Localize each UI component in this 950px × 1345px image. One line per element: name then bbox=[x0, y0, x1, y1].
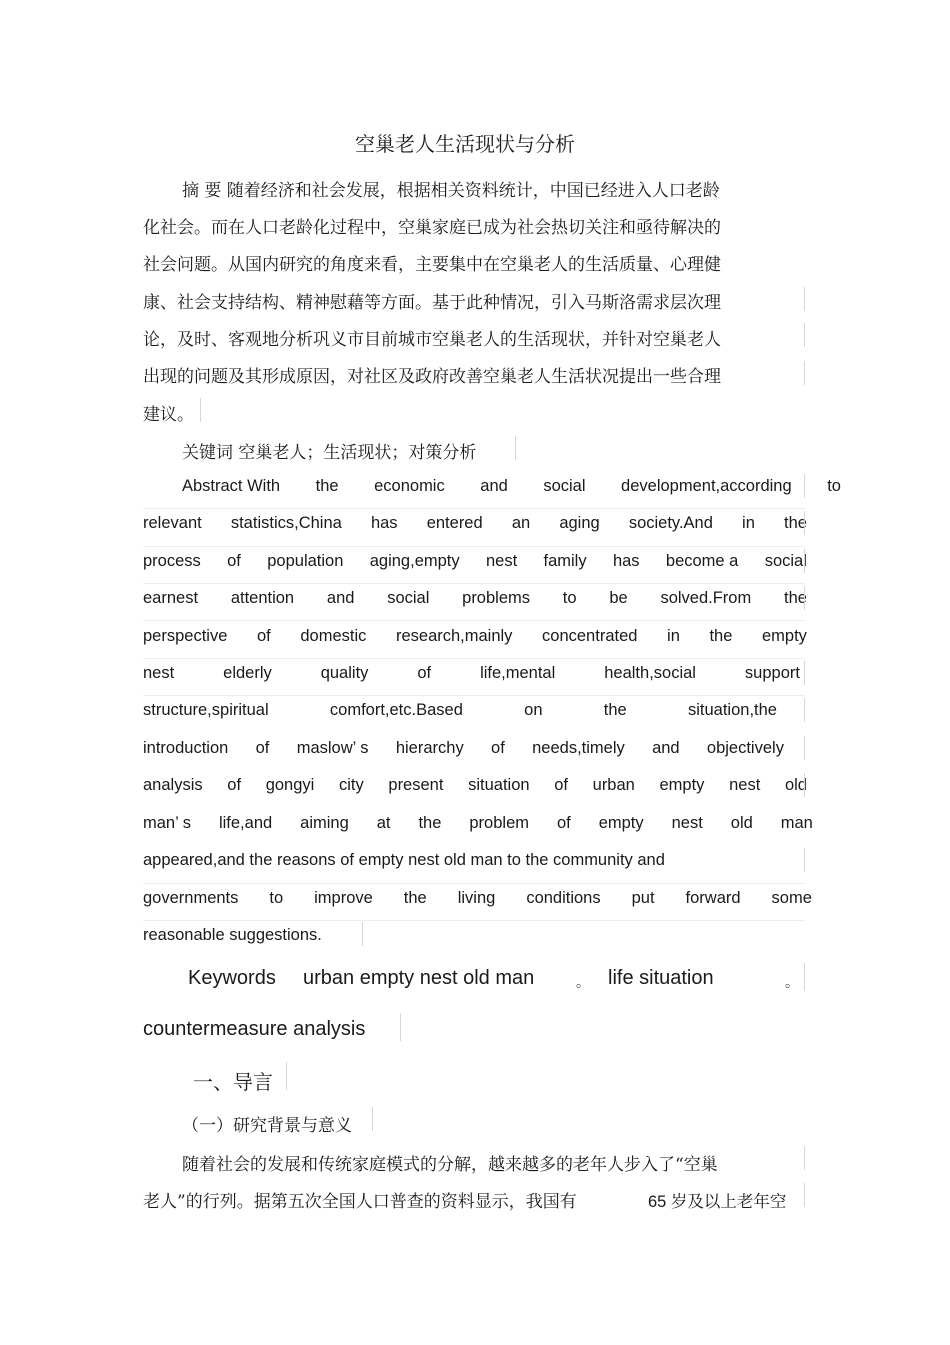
abstract-en-word: of bbox=[491, 739, 505, 757]
abstract-en-word: of bbox=[554, 776, 568, 794]
abstract-en-word: of bbox=[255, 739, 270, 757]
abstract-en-word: old bbox=[784, 776, 807, 794]
keyword-en-3: countermeasure analysis bbox=[143, 1018, 366, 1040]
abstract-en-word: Abstract With bbox=[182, 477, 281, 495]
abstract-en-word: and bbox=[480, 477, 508, 495]
abstract-en-word: health,social bbox=[604, 664, 696, 682]
abstract-en-word: social bbox=[543, 477, 586, 495]
margin-mark bbox=[200, 398, 201, 422]
abstract-en-word: improve bbox=[314, 889, 373, 907]
abstract-en-word: attention bbox=[230, 589, 295, 607]
abstract-en-word: the bbox=[403, 889, 427, 907]
abstract-cn-line-7: 建议。 bbox=[143, 405, 194, 425]
abstract-en-word: empty bbox=[598, 814, 644, 832]
abstract-en-word: analysis bbox=[143, 776, 203, 794]
keywords-cn: 关键词 空巢老人；生活现状；对策分析 bbox=[182, 443, 477, 463]
abstract-en-word: aging bbox=[559, 514, 600, 532]
abstract-en-word: elderly bbox=[223, 664, 272, 682]
guide-line bbox=[143, 546, 805, 547]
abstract-en-word: to bbox=[269, 889, 284, 907]
abstract-en-word: become a bbox=[665, 552, 739, 570]
abstract-en-word: urban bbox=[592, 776, 635, 794]
keywords-en-label: Keywords bbox=[188, 967, 276, 989]
abstract-en-word: to bbox=[827, 477, 841, 495]
abstract-en-word: has bbox=[370, 514, 398, 532]
abstract-en-word: present bbox=[388, 776, 444, 794]
abstract-en-word: some bbox=[771, 889, 812, 907]
abstract-en-word: of bbox=[417, 664, 432, 682]
abstract-en-line-4 bbox=[143, 589, 807, 608]
margin-mark bbox=[804, 1183, 805, 1207]
abstract-en-word: the bbox=[315, 477, 339, 495]
abstract-en-line-10 bbox=[143, 814, 813, 833]
abstract-en-word: nest bbox=[729, 776, 761, 794]
section-heading-intro: 一、导言 bbox=[193, 1070, 273, 1094]
abstract-en-word: nest bbox=[143, 664, 175, 682]
abstract-cn-line-5: 论，及时、客观地分析巩义市目前城市空巢老人的生活现状，并针对空巢老人 bbox=[143, 330, 721, 350]
abstract-en-word: old bbox=[730, 814, 753, 832]
abstract-cn-line-3: 社会问题。从国内研究的角度来看，主要集中在空巢老人的生活质量、心理健 bbox=[143, 255, 721, 275]
keyword-separator-1: 。 bbox=[576, 975, 590, 991]
abstract-en-word: perspective bbox=[143, 627, 228, 645]
abstract-en-word: man’ s bbox=[143, 814, 191, 832]
margin-mark bbox=[515, 436, 516, 460]
abstract-en-word: of bbox=[256, 627, 271, 645]
abstract-en-word: nest bbox=[485, 552, 518, 570]
margin-mark bbox=[804, 287, 805, 311]
abstract-en-word: the bbox=[783, 589, 807, 607]
abstract-en-word: support bbox=[744, 664, 800, 682]
abstract-en-word: population bbox=[267, 552, 344, 570]
abstract-en-word: aging,empty bbox=[369, 552, 460, 570]
abstract-en-word: appeared,and the reasons of empty nest old man to the community and bbox=[143, 851, 665, 869]
abstract-en-word: reasonable suggestions. bbox=[143, 926, 322, 944]
abstract-en-word: of bbox=[227, 552, 241, 570]
abstract-en-word: forward bbox=[685, 889, 741, 907]
abstract-en-word: society.And bbox=[628, 514, 713, 532]
abstract-en-word: empty bbox=[659, 776, 705, 794]
margin-mark bbox=[804, 661, 805, 685]
abstract-en-word: life,and bbox=[218, 814, 273, 832]
abstract-en-line-13 bbox=[143, 926, 322, 945]
abstract-en-line-8 bbox=[143, 739, 784, 758]
abstract-en-word: gongyi bbox=[265, 776, 315, 794]
abstract-en-word: has bbox=[612, 552, 640, 570]
margin-mark bbox=[400, 1013, 401, 1041]
abstract-en-word: process bbox=[143, 552, 201, 570]
abstract-en-word: an bbox=[511, 514, 531, 532]
abstract-en-line-1 bbox=[182, 477, 841, 496]
abstract-cn-line-6: 出现的问题及其形成原因，对社区及政府改善空巢老人生活状况提出一些合理 bbox=[143, 367, 721, 387]
body-line-2a: 老人”的行列。据第五次全国人口普查的资料显示，我国有 bbox=[143, 1192, 577, 1212]
abstract-en-word: maslow’ s bbox=[296, 739, 369, 757]
keyword-en-1: urban empty nest old man bbox=[303, 967, 535, 989]
abstract-en-word: in bbox=[742, 514, 755, 532]
page-title: 空巢老人生活现状与分析 bbox=[355, 132, 575, 156]
abstract-en-word: to bbox=[562, 589, 577, 607]
margin-mark bbox=[804, 736, 805, 760]
guide-line bbox=[143, 508, 805, 509]
abstract-en-line-9 bbox=[143, 776, 807, 795]
abstract-en-word: problem bbox=[469, 814, 529, 832]
subsection-heading-background: （一）研究背景与意义 bbox=[182, 1116, 352, 1136]
abstract-en-word: and bbox=[326, 589, 355, 607]
abstract-en-line-2 bbox=[143, 514, 807, 533]
abstract-en-word: problems bbox=[462, 589, 531, 607]
guide-line bbox=[143, 620, 805, 621]
margin-mark bbox=[804, 549, 805, 573]
abstract-en-word: living bbox=[457, 889, 496, 907]
body-line-1: 随着社会的发展和传统家庭模式的分解，越来越多的老年人步入了“空巢 bbox=[182, 1155, 718, 1175]
abstract-en-word: situation bbox=[468, 776, 530, 794]
abstract-en-word: conditions bbox=[526, 889, 601, 907]
abstract-en-word: social bbox=[764, 552, 807, 570]
margin-mark bbox=[804, 586, 805, 610]
abstract-en-word: man bbox=[780, 814, 813, 832]
abstract-en-word: of bbox=[227, 776, 242, 794]
margin-mark bbox=[286, 1062, 287, 1090]
abstract-en-line-3 bbox=[143, 552, 807, 571]
abstract-en-word: quality bbox=[320, 664, 369, 682]
keyword-separator-2: 。 bbox=[785, 975, 799, 991]
abstract-en-word: comfort,etc.Based bbox=[329, 701, 463, 719]
abstract-en-word: development,according bbox=[621, 477, 792, 495]
guide-line bbox=[143, 920, 805, 921]
abstract-en-word: of bbox=[556, 814, 571, 832]
abstract-en-word: earnest bbox=[143, 589, 199, 607]
abstract-en-word: the bbox=[418, 814, 442, 832]
abstract-en-word: city bbox=[338, 776, 364, 794]
abstract-en-word: hierarchy bbox=[395, 739, 464, 757]
abstract-en-word: economic bbox=[374, 477, 445, 495]
abstract-en-word: put bbox=[631, 889, 655, 907]
margin-mark bbox=[804, 323, 805, 347]
abstract-en-word: governments bbox=[143, 889, 239, 907]
abstract-en-line-5 bbox=[143, 627, 807, 646]
guide-line bbox=[143, 658, 805, 659]
abstract-en-word: aiming bbox=[300, 814, 349, 832]
margin-mark bbox=[804, 1146, 805, 1170]
body-line-2b: 65 岁及以上老年空 bbox=[648, 1193, 787, 1211]
abstract-en-word: at bbox=[376, 814, 391, 832]
margin-mark bbox=[804, 963, 805, 991]
abstract-en-word: life,mental bbox=[480, 664, 556, 682]
margin-mark bbox=[804, 511, 805, 535]
abstract-en-word: the bbox=[603, 701, 627, 719]
abstract-en-word: entered bbox=[426, 514, 483, 532]
abstract-en-word: needs,timely bbox=[532, 739, 625, 757]
abstract-en-word: empty bbox=[762, 627, 807, 645]
abstract-en-word: in bbox=[667, 627, 680, 645]
abstract-en-word: objectively bbox=[706, 739, 784, 757]
guide-line bbox=[143, 583, 805, 584]
abstract-en-word: and bbox=[652, 739, 680, 757]
abstract-cn-line-1: 摘 要 随着经济和社会发展，根据相关资料统计，中国已经进入人口老龄 bbox=[182, 181, 720, 201]
abstract-en-word: be bbox=[609, 589, 628, 607]
abstract-en-word: family bbox=[543, 552, 587, 570]
abstract-en-line-11 bbox=[143, 851, 665, 870]
abstract-en-word: social bbox=[387, 589, 430, 607]
abstract-cn-line-2: 化社会。而在人口老龄化过程中，空巢家庭已成为社会热切关注和亟待解决的 bbox=[143, 218, 721, 238]
margin-mark bbox=[804, 848, 805, 872]
abstract-en-word: the bbox=[784, 514, 807, 532]
abstract-en-word: relevant bbox=[143, 514, 202, 532]
abstract-en-word: the bbox=[709, 627, 733, 645]
abstract-en-word: concentrated bbox=[542, 627, 638, 645]
guide-line bbox=[143, 883, 805, 884]
guide-line bbox=[143, 695, 805, 696]
keyword-en-2: life situation bbox=[608, 967, 714, 989]
abstract-en-word: structure,spiritual bbox=[143, 701, 269, 719]
margin-mark bbox=[362, 922, 363, 946]
abstract-en-word: solved.From bbox=[660, 589, 752, 607]
margin-mark bbox=[804, 773, 805, 797]
abstract-en-word: statistics,China bbox=[230, 514, 342, 532]
abstract-en-line-12 bbox=[143, 889, 812, 908]
abstract-en-word: on bbox=[524, 701, 543, 719]
abstract-en-line-6 bbox=[143, 664, 800, 683]
margin-mark bbox=[804, 361, 805, 385]
margin-mark bbox=[372, 1107, 373, 1131]
abstract-en-word: nest bbox=[671, 814, 703, 832]
abstract-cn-line-4: 康、社会支持结构、精神慰藉等方面。基于此种情况，引入马斯洛需求层次理 bbox=[143, 293, 721, 313]
abstract-en-word: domestic bbox=[300, 627, 367, 645]
margin-mark bbox=[804, 698, 805, 722]
abstract-en-word: research,mainly bbox=[395, 627, 513, 645]
abstract-en-word: introduction bbox=[143, 739, 229, 757]
abstract-en-line-7 bbox=[143, 701, 777, 720]
abstract-en-word: situation,the bbox=[687, 701, 777, 719]
margin-mark bbox=[804, 474, 805, 498]
